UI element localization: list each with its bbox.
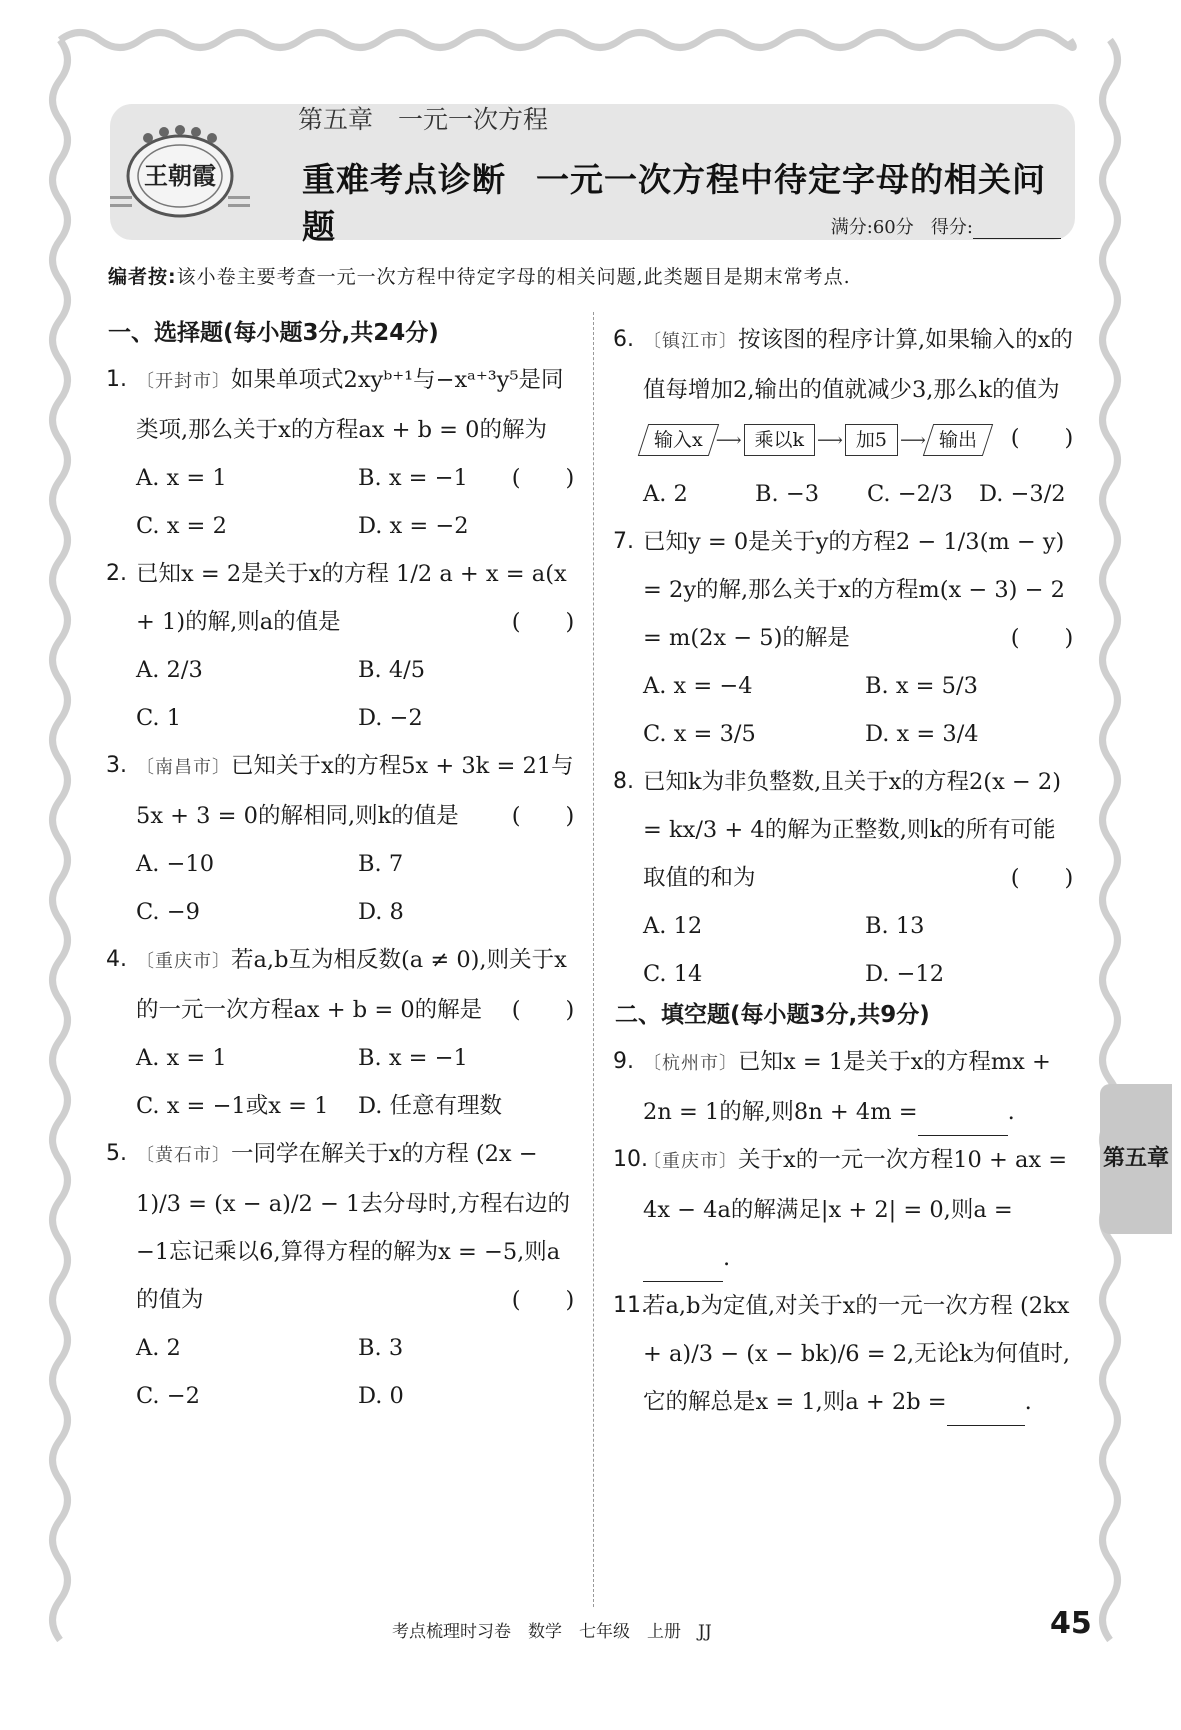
page-number: 45 — [1050, 1606, 1092, 1641]
answer-paren[interactable]: ( ) — [511, 465, 575, 491]
question-2: 2. 已知x = 2是关于x的方程 1/2 a + x = a(x + 1)的解,则a的值是 ( ) — [108, 550, 578, 646]
option[interactable]: D. 0 — [358, 1383, 404, 1409]
page-title: 重难考点诊断 一元一次方程中待定字母的相关问题 — [302, 160, 1046, 246]
option[interactable]: C. 14 — [643, 961, 703, 987]
left-column — [108, 316, 578, 1420]
options-3 — [108, 840, 578, 936]
option[interactable]: C. −2 — [136, 1383, 200, 1409]
footer-text: 考点梳理时习卷 数学 七年级 上册 JJ — [392, 1622, 712, 1642]
options-8 — [615, 902, 1077, 998]
question-9: 9. 〔杭州市〕已知x = 1是关于x的方程mx + 2n = 1的解,则8n + 4m = . — [615, 1038, 1077, 1136]
editor-note: 编者按:该小卷主要考查一元一次方程中待定字母的相关问题,此类题目是期末常考点. — [108, 266, 851, 288]
option[interactable]: D. x = −2 — [358, 513, 469, 539]
flow-add: 加5 — [845, 424, 898, 456]
svg-text:王朝霞: 王朝霞 — [144, 161, 216, 190]
option[interactable]: C. 1 — [136, 705, 182, 731]
option[interactable]: B. x = −1 — [358, 465, 468, 491]
option[interactable]: D. 8 — [358, 899, 404, 925]
answer-blank[interactable] — [947, 1403, 1025, 1426]
options-2 — [108, 646, 578, 742]
option[interactable]: A. 2/3 — [136, 657, 203, 683]
arrow-icon: ⟶ — [715, 429, 742, 451]
section-title-fill: 二、填空题(每小题3分,共9分) — [615, 1002, 930, 1028]
option[interactable]: C. x = 2 — [136, 513, 227, 539]
program-flowchart — [615, 416, 1007, 464]
score-blank[interactable] — [973, 220, 1061, 239]
question-7: 7. 已知y = 0是关于y的方程2 − 1/3(m − y) = 2y的解,那么关于x的方程m(x − 3) − 2 = m(2x − 5)的解是 ( ) — [615, 518, 1077, 662]
option[interactable]: D. −2 — [358, 705, 423, 731]
flow-output: 输出 — [923, 424, 993, 456]
arrow-icon: ⟶ — [817, 429, 843, 451]
options-5 — [108, 1324, 578, 1420]
option[interactable]: D. −12 — [865, 961, 945, 987]
option[interactable]: A. x = 1 — [136, 1045, 227, 1071]
question-11: 11. 若a,b为定值,对关于x的一元一次方程 (2kx + a)/3 − (x − bk)/6 = 2,无论k为何值时,它的解总是x = 1,则a + 2b = . — [615, 1282, 1077, 1426]
option[interactable]: C. x = 3/5 — [643, 721, 756, 747]
option[interactable]: B. 3 — [358, 1335, 404, 1361]
options-7 — [615, 662, 1077, 758]
chapter-label: 第五章 一元一次方程 — [298, 105, 549, 134]
option[interactable]: C. −9 — [136, 899, 200, 925]
answer-paren[interactable]: ( ) — [511, 803, 575, 829]
option[interactable]: C. −2/3 — [867, 481, 953, 507]
option[interactable]: B. x = −1 — [358, 1045, 468, 1071]
question-10: 10. 〔重庆市〕关于x的一元一次方程10 + ax = 4x − 4a的解满足|x + 2| = 0,则a =. — [615, 1136, 1077, 1282]
option[interactable]: B. 4/5 — [358, 657, 426, 683]
question-4: 4. 〔重庆市〕若a,b互为相反数(a ≠ 0),则关于x的一元一次方程ax + b = 0的解是 ( ) — [108, 936, 578, 1034]
option[interactable]: A. −10 — [136, 851, 215, 877]
option[interactable]: A. x = −4 — [643, 673, 753, 699]
options-4 — [108, 1034, 578, 1130]
option[interactable]: B. 7 — [358, 851, 404, 877]
answer-blank[interactable] — [918, 1113, 1008, 1136]
question-5: 5. 〔黄石市〕一同学在解关于x的方程 (2x − 1)/3 = (x − a)/2 − 1去分母时,方程右边的−1忘记乘以6,算得方程的解为x = −5,则a的值为 ( ) — [108, 1130, 578, 1324]
column-divider — [593, 312, 594, 1607]
flow-input: 输入x — [638, 424, 719, 456]
answer-paren[interactable]: ( ) — [1010, 425, 1074, 451]
options-6 — [615, 470, 1077, 518]
publisher-logo — [110, 118, 250, 228]
question-8: 8. 已知k为非负整数,且关于x的方程2(x − 2) = kx/3 + 4的解为正整数,则k的所有可能取值的和为 ( ) — [615, 758, 1077, 902]
option[interactable]: B. 13 — [865, 913, 925, 939]
option[interactable]: A. 2 — [643, 481, 688, 507]
answer-blank[interactable] — [643, 1259, 723, 1282]
option[interactable]: B. x = 5/3 — [865, 673, 978, 699]
option[interactable]: A. 2 — [136, 1335, 181, 1361]
option[interactable]: A. 12 — [643, 913, 703, 939]
option[interactable]: B. −3 — [755, 481, 820, 507]
option[interactable]: D. −3/2 — [979, 481, 1066, 507]
option[interactable]: D. 任意有理数 — [358, 1093, 503, 1119]
option[interactable]: D. x = 3/4 — [865, 721, 979, 747]
answer-paren[interactable]: ( ) — [1010, 625, 1074, 651]
right-column — [615, 316, 1077, 1426]
chapter-side-tab[interactable]: 第五章 — [1100, 1084, 1172, 1234]
question-6: 6. 〔镇江市〕按该图的程序计算,如果输入的x的值每增加2,输出的值就减少3,那么k的值为 ( ) — [615, 316, 1077, 414]
flow-multiply: 乘以k — [744, 424, 816, 456]
score-row: 满分:60分 得分: — [831, 213, 1061, 239]
answer-paren[interactable]: ( ) — [511, 609, 575, 635]
answer-paren[interactable]: ( ) — [511, 997, 575, 1023]
answer-paren[interactable]: ( ) — [511, 1287, 575, 1313]
question-3: 3. 〔南昌市〕已知关于x的方程5x + 3k = 21与5x + 3 = 0的解相同,则k的值是 ( ) — [108, 742, 578, 840]
section-title-choice: 一、选择题(每小题3分,共24分) — [108, 320, 439, 346]
arrow-icon: ⟶ — [899, 429, 926, 451]
answer-paren[interactable]: ( ) — [1010, 865, 1074, 891]
question-1: 1. 〔开封市〕如果单项式2xyᵇ⁺¹与−xᵃ⁺³y⁵是同类项,那么关于x的方程ax + b = 0的解为 ( ) — [108, 356, 578, 454]
options-1 — [108, 454, 508, 550]
option[interactable]: C. x = −1或x = 1 — [136, 1093, 329, 1119]
option[interactable]: A. x = 1 — [136, 465, 227, 491]
